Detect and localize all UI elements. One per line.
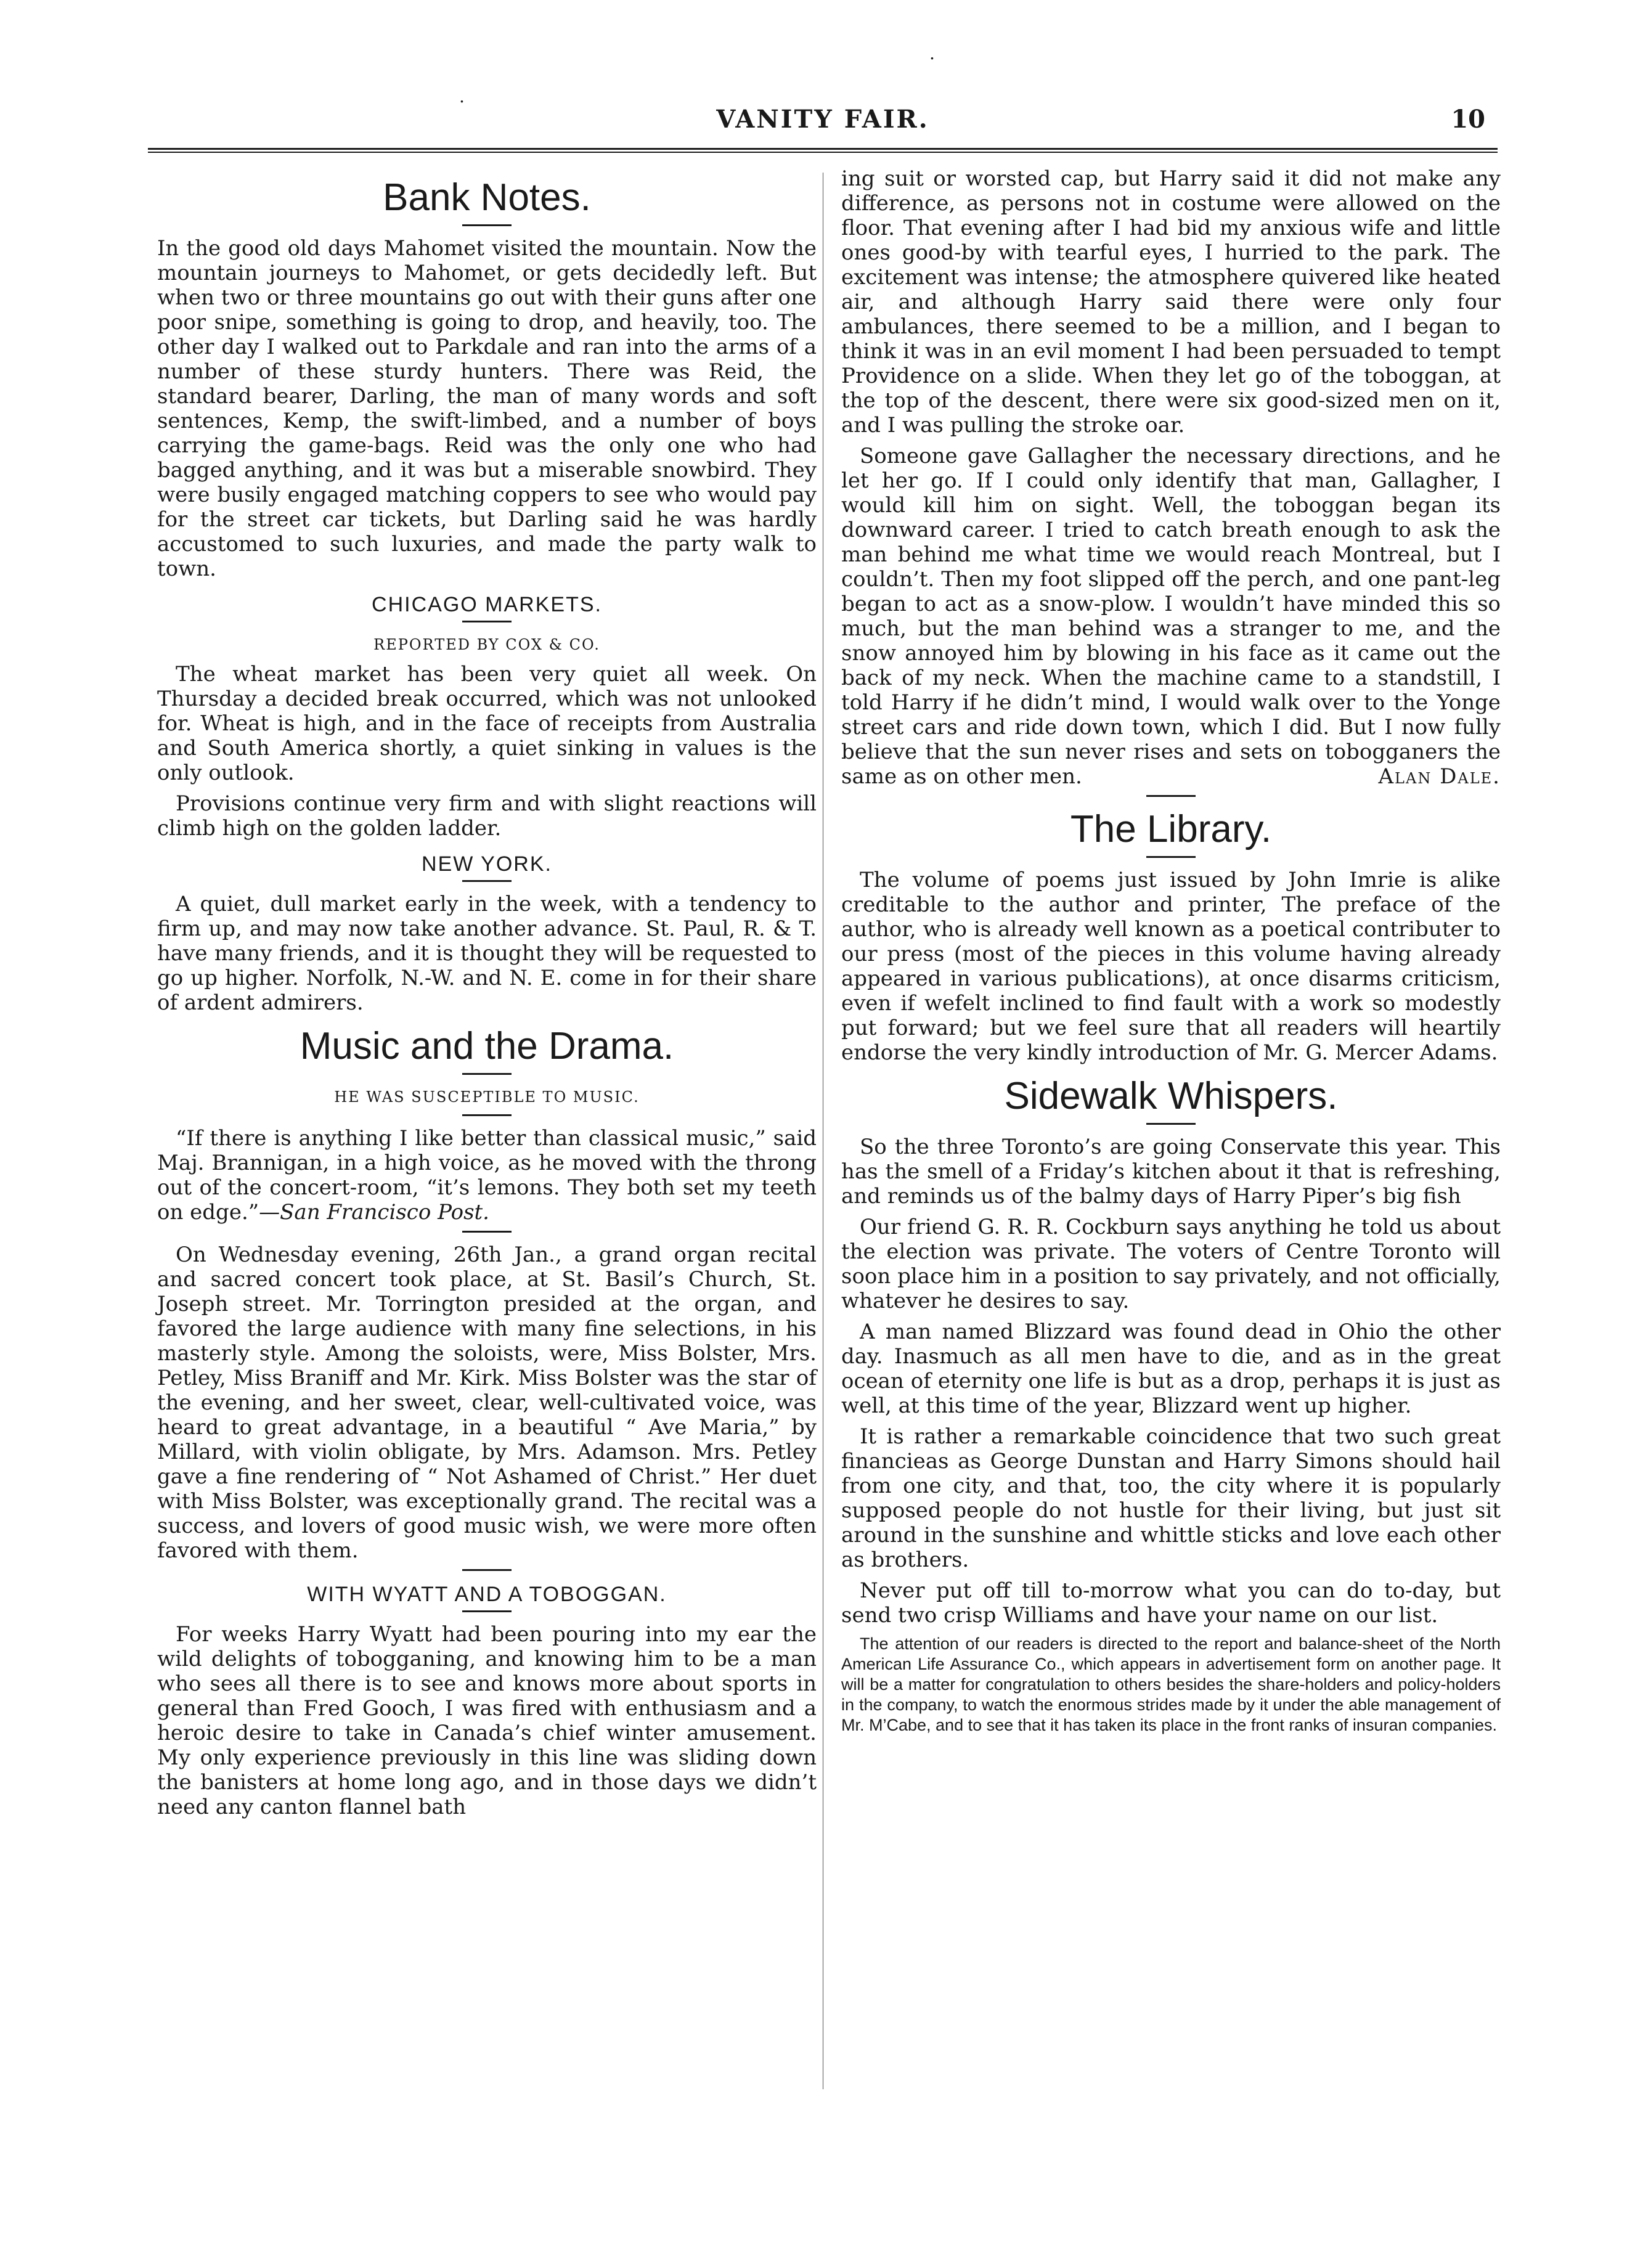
left-column: [157, 166, 817, 1825]
article-paragraph: [157, 1126, 817, 1225]
article-paragraph: On Wednesday evening, 26th Jan., a grand organ recital and sacred concert took place, at St. Basil’s Church, St. Joseph street. Mr. Torrington presided at the organ, and favored the large audience with many fine selections, in his masterly style. Among the soloists, were, Miss Bolster, Mrs. Petley, Miss Braniff and Mr. Kirk. Miss Bolster was the star of the evening, and her sweet, clear, well-cultivated voice, was heard to great advantage, in a beautiful “ Ave Maria,” by Millard, with violin obligate, by Mrs. Adamson. Mrs. Petley gave a fine rendering of “ Not Ashamed of Christ.” Her duet with Miss Bolster, was exceptionally grand. The recital was a success, and lovers of good music wish, we were more often favored with them.: [157, 1242, 817, 1563]
paragraph-text: Someone gave Gallagher the necessary directions, and he let her go. If I could only identify that man, Gallagher, I would kill him on sight. Well, the toboggan began its downward career. I tried to catch breath enough to ask the man behind me what time we would reach Montreal, but I couldn’t. Then my foot slipped off the perch, and one pant-leg began to act as a snow-plow. I wouldn’t have minded this so much, but the man behind was a stranger to me, and the snow annoyed him by blowing in his face as it came out the back of my neck. When the machine came to a standstill, I told Harry if he didn’t mind, I would walk over to the Yonge street cars and ride down town, which I did. But I now fully believe that the sun never rises and sets on tobogganers the same as on other men.: [841, 444, 1501, 789]
title-rule: [462, 224, 512, 226]
title-rule: [1146, 795, 1196, 797]
article-paragraph: A man named Blizzard was found dead in Ohio the other day. Inasmuch as all men have to die, and as in the great ocean of eternity one life is but as a drop, perhaps it is just as well, at this time of the year, Blizzard went up higher.: [841, 1320, 1501, 1418]
article-paragraph: It is rather a remarkable coincidence that two such great financieas as George Dunstan and Harry Simons should hail from one city, and that, too, the city where it is popularly supposed people do not hustle for their living, but just sit around in the sunshine and whittle sticks and love each other as brothers.: [841, 1424, 1501, 1572]
article-paragraph: So the three Toronto’s are going Conservate this year. This has the smell of a Friday’s kitchen about it that is refreshing, and reminds us of the balmy days of Harry Piper’s big fish: [841, 1135, 1501, 1209]
quote-text: “If there is anything I like better than classical music,” said Maj. Brannigan, in a high voice, as he moved with the throng out of the concert-room, “it’s lemons. They both set my teeth on edge.”—: [157, 1126, 817, 1225]
article-paragraph: For weeks Harry Wyatt had been pouring into my ear the wild delights of tobogganing, and knowing him to be a man who sees all there is to see and knows more about sports in general than Fred Gooch, I was fired with enthusiasm and a heroic desire to take in Canada’s chief winter amusement. My only experience previously in this line was sliding down the banisters at home long ago, and in those days we didn’t need any canton flannel bath: [157, 1622, 817, 1819]
print-speck: .: [459, 86, 465, 107]
insurance-notice: [841, 1634, 1501, 1736]
article-title: Music and the Drama.: [300, 1025, 674, 1067]
title-rule: [462, 1610, 512, 1612]
article-paragraph: A quiet, dull market early in the week, with a tendency to firm up, and may now take another advance. St. Paul, R. & T. have many friends, and it is thought they will be requested to go up higher. Norfolk, N.-W. and N. E. come in for their share of ardent admirers.: [157, 892, 817, 1015]
sidewalk-whispers-article: [841, 1074, 1501, 1628]
page-number: 10: [1451, 105, 1485, 134]
print-speck: .: [929, 43, 935, 63]
article-paragraph: The wheat market has been very quiet all week. On Thursday a decided break occurred, which was not unlooked for. Wheat is high, and in the face of receipts from Australia and South America shortly, a quiet sinking in values is the only outlook.: [157, 662, 817, 785]
music-drama-article: [157, 1024, 817, 1563]
bank-notes-article: [157, 175, 817, 581]
page-header: [148, 105, 1498, 148]
title-rule: [462, 1231, 512, 1233]
byline: HE WAS SUSCEPTIBLE TO MUSIC.: [334, 1088, 640, 1106]
author-signature: Alan Dale.: [1378, 764, 1501, 789]
article-paragraph: ing suit or worsted cap, but Harry said it did not make any difference, as persons not in costume were allowed on the floor. That evening after I had bid my anxious wife and little ones good-by with tearful eyes, I hurried to the park. The excitement was intense; the atmosphere quivered like heated air, and although Harry said there were only four ambulances, there seemed to be a million, and I began to think it was in an evil moment I had been persuaded to tempt Providence on a slide. When they let go of the toboggan, at the top of the descent, there were six good-sized men on it, and I was pulling the stroke oar.: [841, 166, 1501, 438]
right-column: [841, 166, 1501, 1742]
article-paragraph: Our friend G. R. R. Cockburn says anything he told us about the election was private. The voters of Centre Toronto will soon place him in a position to say privately, and not officially, whatever he desires to say.: [841, 1215, 1501, 1313]
article-paragraph: Provisions continue very firm and with slight reactions will climb high on the golden ladder.: [157, 791, 817, 841]
new-york-article: [157, 852, 817, 1015]
quote-source: San Francisco Post.: [280, 1200, 489, 1225]
article-paragraph: Never put off till to-morrow what you can do to-day, but send two crisp Williams and have your name on our list.: [841, 1578, 1501, 1628]
article-title: Sidewalk Whispers.: [1004, 1075, 1338, 1117]
article-paragraph: In the good old days Mahomet visited the mountain. Now the mountain journeys to Mahomet, or gets decidedly left. But when two or three mountains go out with their guns after one poor snipe, something is going to drop, and heavily, too. The other day I walked out to Parkdale and ran into the arms of a number of these sturdy hunters. There was Reid, the standard bearer, Darling, the man of many words and soft sentences, Kemp, the swift-limbed, and a number of boys carrying the game-bags. Reid was the only one who had bagged anything, and it was but a miserable snowbird. They were busily engaged matching coppers to see who would pay for the street car tickets, but Darling said he was hardly accustomed to such luxuries, and made the party walk to town.: [157, 236, 817, 581]
title-rule: [462, 1114, 512, 1116]
wyatt-toboggan-article: [157, 1569, 817, 1819]
section-title: WITH WYATT AND A TOBOGGAN.: [307, 1583, 667, 1606]
article-title: Bank Notes.: [383, 176, 591, 219]
section-title: CHICAGO MARKETS.: [372, 593, 602, 616]
wyatt-toboggan-continued: [841, 166, 1501, 789]
header-rule: [148, 148, 1498, 153]
title-rule: [462, 880, 512, 882]
chicago-markets-article: [157, 592, 817, 841]
title-rule: [462, 1073, 512, 1075]
article-paragraph: The volume of poems just issued by John Imrie is alike creditable to the author and printer, The preface of the author, who is already well known as a poetical contributer to our press (most of the pieces in this volume having already appeared in various publications), at once disarms criticism, even if wefelt inclined to find fault with a work so modestly put forward; but we feel sure that all readers will heartily endorse the very kindly introduction of Mr. G. Mercer Adams.: [841, 868, 1501, 1065]
notice-paragraph: The attention of our readers is directed to the report and balance-sheet of the North American Life Assurance Co., which appears in advertisement form on another page. It will be a matter for congratulation to others besides the share-holders and policy-holders in the company, to watch the enormous strides made by it under the able management of Mr. M’Cabe, and to see that it has taken its place in the front ranks of insuran companies.: [841, 1634, 1501, 1734]
article-paragraph: [841, 444, 1501, 789]
section-title: NEW YORK.: [422, 852, 552, 876]
title-rule: [462, 1569, 512, 1571]
publication-title: VANITY FAIR.: [716, 105, 929, 134]
title-rule: [462, 621, 512, 622]
title-rule: [1146, 1123, 1196, 1125]
article-title: The Library.: [1070, 808, 1272, 851]
byline: REPORTED BY COX & CO.: [373, 636, 600, 653]
library-article: [841, 795, 1501, 1065]
title-rule: [1146, 856, 1196, 858]
